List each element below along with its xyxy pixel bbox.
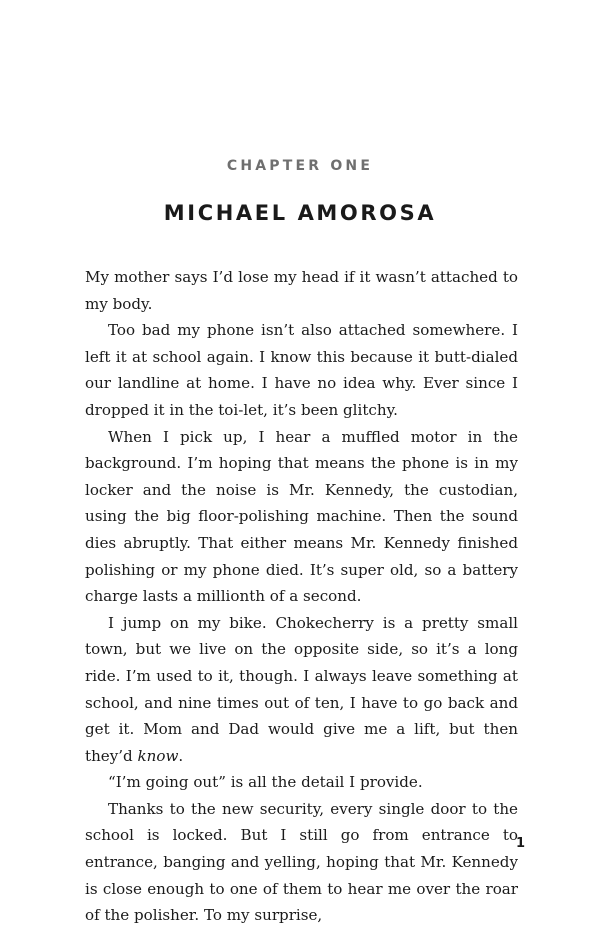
paragraph: My mother says I’d lose my head if it wasn’t attached to my body. bbox=[85, 268, 518, 313]
page-number: 1 bbox=[515, 836, 525, 851]
paragraph: Thanks to the new security, every single door to the school is locked. But I still go from entrance to entrance, banging and yelling, hoping that Mr. Kennedy is close enough to one of them to hear me over the roar of the polisher. To my surprise, bbox=[85, 799, 518, 925]
paragraph: Too bad my phone isn’t also attached somewhere. I left it at school again. I know this because it butt-dialed our landline at home. I have no idea why. Ever since I dropped it in the toi-let, it’s been glitchy. bbox=[85, 321, 518, 419]
chapter-body bbox=[85, 264, 518, 929]
paragraph-text: . bbox=[178, 746, 184, 765]
paragraph-text: I jump on my bike. Chokecherry is a pretty small town, but we live on the opposite side, so it’s a long ride. I’m used to it, though. I always leave something at school, and nine times out of ten, I have to go back and get it. Mom and Dad would give me a lift, but then they’d bbox=[85, 613, 518, 765]
chapter-label: CHAPTER ONE bbox=[226, 158, 374, 174]
emphasized-word: know bbox=[137, 746, 179, 765]
paragraph: When I pick up, I hear a muffled motor in the background. I’m hoping that means the phone is in my locker and the noise is Mr. Kennedy, the custodian, using the big floor-polishing machine. Then the sound dies abruptly. That either means Mr. Kennedy finished polishing or my phone died. It’s super old, so a battery charge lasts a millionth of a second. bbox=[85, 427, 518, 606]
paragraph: “I’m going out” is all the detail I provide. bbox=[108, 773, 423, 792]
chapter-title: MICHAEL AMOROSA bbox=[163, 201, 437, 225]
paragraph bbox=[85, 610, 518, 770]
